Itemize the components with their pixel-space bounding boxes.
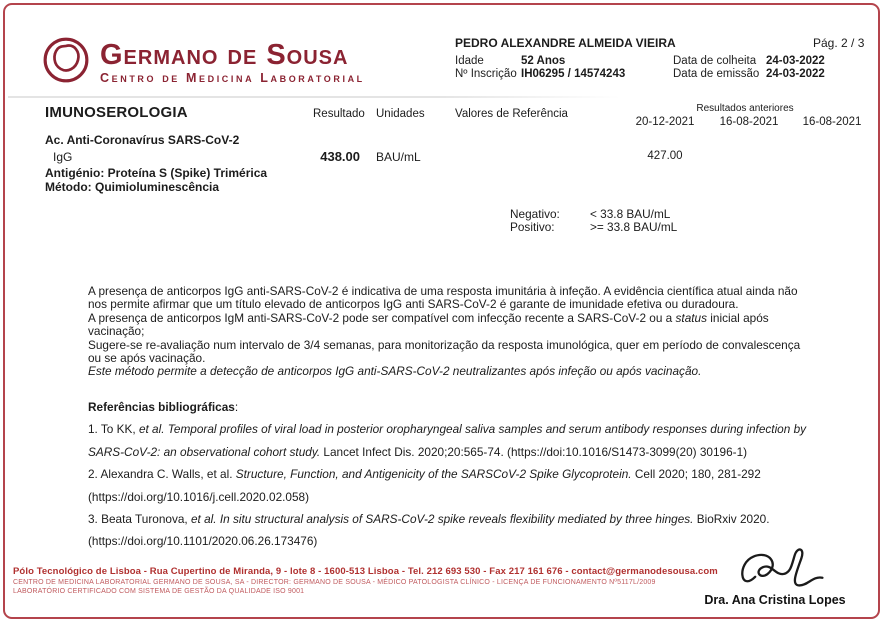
emission-date-label: Data de emissão [673, 68, 760, 80]
collection-date-label: Data de colheita [673, 55, 757, 67]
column-reference: Valores de Referência [455, 108, 568, 120]
section-title: IMUNOSEROLOGIA [45, 104, 188, 121]
footer-certification: LABORATÓRIO CERTIFICADO COM SISTEMA DE GESTÃO DA QUALIDADE ISO 9001 [13, 588, 305, 595]
signatory-name: Dra. Ana Cristina Lopes [704, 593, 846, 607]
header-divider [8, 96, 620, 98]
test-group-name: Ac. Anti-Coronavírus SARS-CoV-2 [45, 133, 240, 147]
footer-address: Pólo Tecnológico de Lisboa - Rua Cupertino de Miranda, 9 - lote 8 - 1600-513 Lisboa - Tel. 212 693 530 - Fax 217 161 676 - contact@germanodesousa.com [13, 566, 718, 577]
previous-date-3: 16-08-2021 [802, 116, 862, 128]
reference-item-1: 1. To KK, et al. Temporal profiles of viral load in posterior oropharyngeal saliva samples and serum antibody responses during infection by SARS-CoV-2: an observational cohort study. Lancet Infect Dis. 2020;20:565-74. (https://doi:10.1016/S1473-3099(20) 30196-1) [88, 422, 807, 459]
references-heading: Referências bibliográficas: [88, 400, 239, 414]
reference-positive-value: >= 33.8 BAU/mL [590, 220, 678, 234]
collection-date-value: 24-03-2022 [766, 55, 825, 67]
result-value: 438.00 [320, 149, 360, 164]
reference-item-2: 2. Alexandra C. Walls, et al. Structure, Function, and Antigenicity of the SARSCoV-2 Spike Glycoprotein. Cell 2020; 180, 281-292 (https://doi.org/10.1016/j.cell.2020.02.058) [88, 467, 761, 504]
antigen-info: Antigénio: Proteína S (Spike) Trimérica [45, 166, 268, 180]
column-result: Resultado [313, 108, 365, 120]
patient-name: PEDRO ALEXANDRE ALMEIDA VIEIRA [455, 36, 676, 50]
note-paragraph-4: Este método permite a detecção de anticorpos IgG anti-SARS-CoV-2 neutralizantes após infeção ou após vacinação. [88, 364, 702, 379]
previous-date-1: 20-12-2021 [635, 116, 695, 128]
brand-name: Germano de Sousa [100, 39, 349, 71]
age-label: Idade [455, 55, 484, 67]
bibliographic-references [88, 396, 824, 553]
note-paragraph-2: A presença de anticorpos IgM anti-SARS-CoV-2 pode ser compatível com infecção recente a SARS-CoV-2 ou a status inicial após vacinação; [88, 310, 769, 339]
previous-date-2: 16-08-2021 [719, 116, 779, 128]
reference-item-3: 3. Beata Turonova, et al. In situ structural analysis of SARS-CoV-2 spike reveals flexibility mediated by three hinges. BioRxiv 2020. (https://doi.org/10.1101/2020.06.26.173476) [88, 512, 770, 549]
analyte-name: IgG [53, 150, 73, 164]
note-paragraph-1: A presença de anticorpos IgG anti-SARS-CoV-2 é indicativa de uma resposta imunitária à infeção. A evidência científica atual ainda não nos permite afirmar que um título elevado de anticorpos IgG anti SARS-CoV-2 é garante de imunidade efetiva ou duradoura. [88, 284, 798, 312]
inscription-label: Nº Inscrição [455, 68, 517, 80]
brand-subtitle: Centro de Medicina Laboratorial [100, 71, 365, 85]
reference-negative-label: Negativo: [510, 207, 560, 221]
inscription-value: IH06295 / 14574243 [521, 68, 626, 80]
emission-date-value: 24-03-2022 [766, 68, 825, 80]
units-value: BAU/mL [376, 150, 421, 164]
reference-positive-label: Positivo: [510, 220, 555, 234]
age-value: 52 Anos [521, 55, 566, 67]
lab-logo [42, 36, 365, 89]
footer-company: CENTRO DE MEDICINA LABORATORIAL GERMANO DE SOUSA, SA - DIRECTOR: GERMANO DE SOUSA - MÉDICO PATOLOGISTA CLÍNICO - LICENÇA DE FUNCIONAMENTO Nº5117L/2009 [13, 579, 656, 586]
note-paragraph-3: Sugere-se re-avaliação num intervalo de 3/4 semanas, para monitorização da resposta imunológica, quer em período de convalescença ou se após vacinação. [88, 337, 801, 366]
column-previous-results: Resultados anteriores [696, 103, 794, 114]
interpretation-notes [88, 285, 806, 379]
column-units: Unidades [376, 108, 425, 120]
page-indicator: Pág. 2 / 3 [813, 36, 865, 50]
method-info: Método: Quimioluminescência [45, 180, 220, 194]
previous-result-value: 427.00 [647, 150, 683, 162]
logo-mark-icon [42, 36, 90, 89]
reference-negative-value: < 33.8 BAU/mL [590, 207, 671, 221]
